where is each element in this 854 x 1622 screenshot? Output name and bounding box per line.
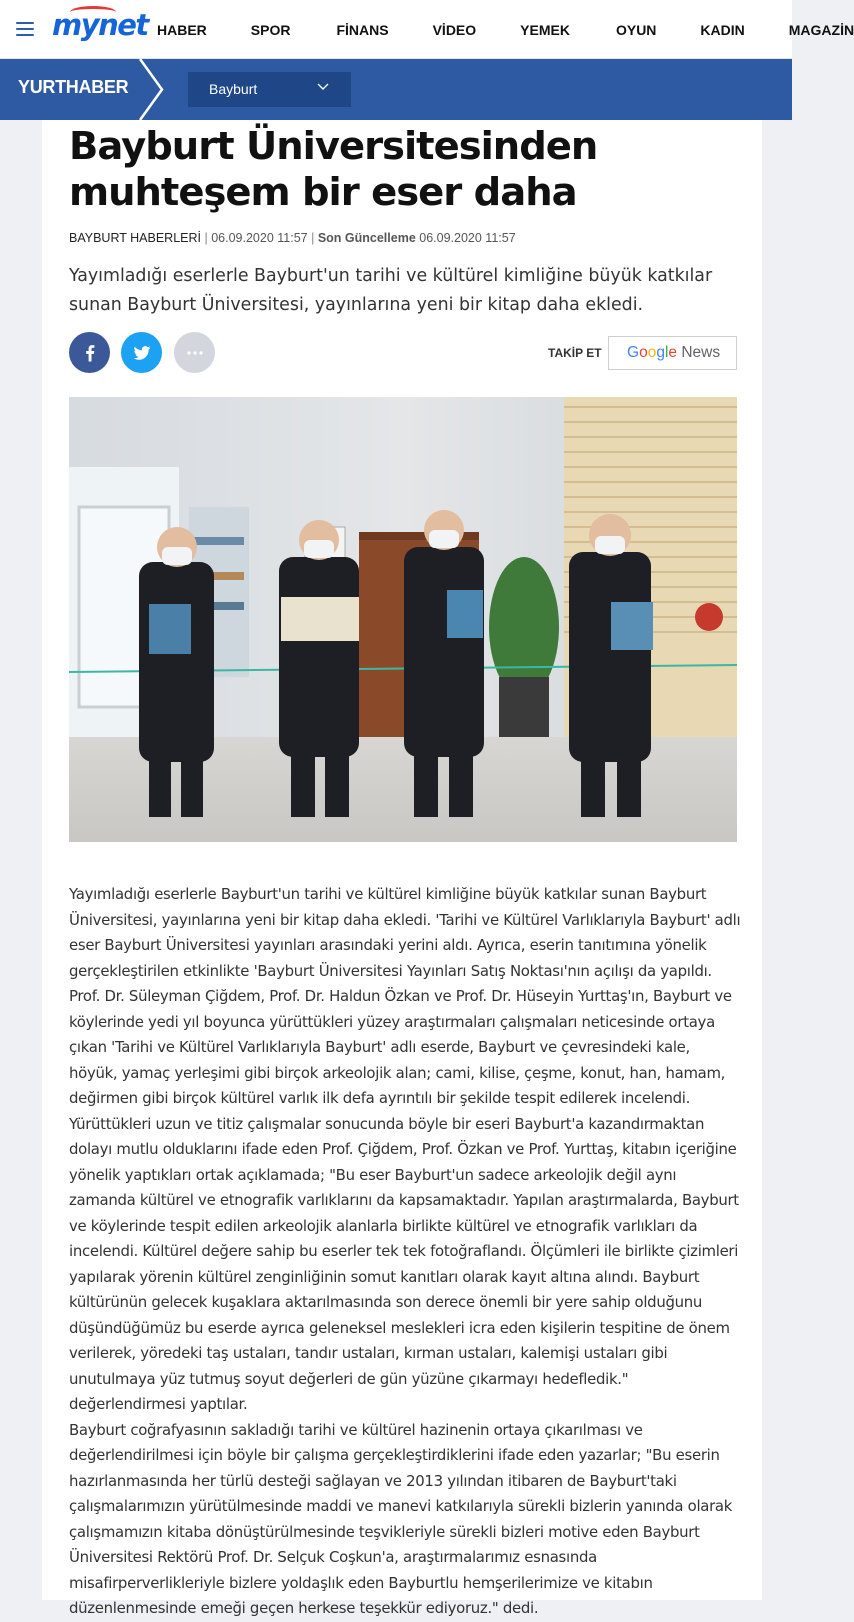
section-bar (0, 59, 792, 120)
top-navigation (0, 0, 854, 59)
article-photo (69, 397, 737, 842)
google-letter: o (647, 344, 657, 361)
more-dots-icon (187, 351, 203, 355)
nav-item-kadin[interactable]: KADIN (700, 21, 745, 38)
city-select[interactable] (188, 72, 351, 107)
twitter-icon (133, 346, 150, 360)
article-title: Bayburt Üniversitesinden muhteşem bir eser daha (69, 124, 598, 215)
article-paragraph: Bayburt coğrafyasının sakladığı tarihi ve kültürel hazinenin ortaya çıkarılması ve değerlendirilmesi için böyle bir çalışma gerçekleştirdiklerini ifade eden yazarlar; "Bu eserin hazırlanmasında her türlü desteği sağlayan ve 2013 yılından itibaren de Bayburt'taki çalışmalarımızın yürütülmesinde maddi ve manevi katkılarıyla sürekli bizlerin yanında olarak çalışmamızın kitaba dönüştürülmesinde teşvikleriyle sürekli bizleri motive eden Bayburt Üniversitesi Rektörü Prof. Dr. Selçuk Coşkun'a, araştırmalarımız esnasında misafirperverlikleriyle bizlere yoldaşlık eden Bayburtlu hemşerilerimize ve kitabın düzenlenmesinde emeği geçen herkese teşekkür ediyoruz." dedi. (69, 1420, 733, 1617)
nav-item-oyun[interactable]: OYUN (615, 21, 657, 38)
nav-item-video[interactable]: VİDEO (432, 21, 477, 38)
nav-item-magazin[interactable]: MAGAZİN (788, 21, 854, 38)
google-letter: o (639, 344, 648, 361)
section-chevron-icon (138, 59, 168, 120)
nav-item-spor[interactable]: SPOR (250, 21, 291, 38)
google-letter: e (668, 344, 678, 361)
article-spot: Yayımladığı eserlerle Bayburt'un tarihi ve kültürel kimliğine büyük katkılar sunan Bayburt Üniversitesi, yayınlarına yeni bir kitap daha ekledi. (69, 266, 713, 315)
google-letter: G (627, 344, 640, 361)
updated-date: 06.09.2020 11:57 (419, 231, 516, 245)
follow-label: TAKİP ET (548, 346, 602, 360)
article-paragraph: Yayımladığı eserlerle Bayburt'un tarihi ve kültürel kimliğine büyük katkılar sunan Bayburt Üniversitesi, yayınlarına yeni bir kitap daha ekledi. 'Tarihi ve Kültürel Varlıklarıyla Bayburt' adlı eser Bayburt Üniversitesi yayınları arasındaki yerini aldı. Ayrıca, eserin tanıtımına yönelik gerçekleştirilen etkinlikte 'Bayburt Üniversitesi Yayınları Satış Noktası'nın açılışı da yapıldı. Prof. Dr. Süleyman Çiğdem, Prof. Dr. Haldun Özkan ve Prof. Dr. Hüseyin Yurttaş'ın, Bayburt ve köylerinde yedi yıl boyunca yürüttükleri yüzey araştırmaları çalışmaları neticesinde ortaya çıkan 'Tarihi ve Kültürel Varlıklarıyla Bayburt' adlı eserde, Bayburt ve çevresindeki kale, höyük, yamaç yerleşimi gibi birçok arkeolojik alan; cami, kilise, çeşme, konut, han, hamam, değirmen gibi birçok kültürel varlık ilk defa ayrıntılı bir şekilde tespit edilerek incelendi. (69, 885, 741, 1107)
nav-item-haber[interactable]: HABER (157, 21, 207, 38)
chevron-down-icon (317, 81, 329, 93)
city-select-value: Bayburt (209, 81, 258, 97)
article-source[interactable]: BAYBURT HABERLERİ (69, 231, 201, 245)
hamburger-menu-icon[interactable] (16, 22, 34, 36)
facebook-share-button[interactable] (69, 332, 110, 373)
updated-label: Son Güncelleme (317, 231, 416, 245)
google-news-button[interactable] (608, 336, 737, 370)
photo-illustration (69, 397, 737, 842)
facebook-icon (85, 344, 95, 361)
article-paragraph: Yürüttükleri uzun ve titiz çalışmalar sonucunda böyle bir eseri Bayburt'a kazandırmaktan dolayı mutlu olduklarını ifade eden Prof. Çiğdem, Prof. Özkan ve Prof. Yurttaş, kitabın içeriğine yönelik yaptıkları ortak açıklamada; "Bu eser Bayburt'un sadece arkeolojik değil aynı zamanda kültürel ve etnografik varlıklarını da kapsamaktadır. Yapılan araştırmalarda, Bayburt ve köylerinde tespit edilen arkeolojik alanlarla birlikte kültürel ve etnografik varlıkları da incelendi. Kültürel değere sahip bu eserler tek tek fotoğraflandı. Ölçümleri ile birlikte çizimleri yapılarak yörenin kültürel zenginliğinin somut kanıtları olarak kayıt altına alındı. Bayburt kültürünün gelecek kuşaklara aktarılmasında son derece önemli bir yere sahip olduğunu düşündüğümüz bu eserde ayrıca geleneksel meslekleri icra eden kişilerin tespitine de önem verilerek, yöredeki taş ustaları, tandır ustaları, kırman ustaları, kalemişi ustaları gibi unutulmaya yüz tutmuş soyut değerleri de gün yüzüne çıkarmayı hedefledik." değerlendirmesi yaptılar. (69, 1114, 739, 1413)
google-letter: g (656, 344, 665, 361)
main-menu (157, 0, 854, 59)
article-date: 06.09.2020 11:57 (211, 231, 308, 245)
google-letter: l (664, 344, 669, 361)
article-body (69, 882, 741, 1622)
nav-item-finans[interactable]: FİNANS (336, 21, 389, 38)
more-share-button[interactable] (174, 332, 215, 373)
mynet-logo[interactable]: mynet (52, 8, 148, 42)
twitter-share-button[interactable] (121, 332, 162, 373)
google-news-label: News (681, 344, 721, 361)
section-title[interactable]: YURTHABER (18, 77, 129, 97)
nav-item-yemek[interactable]: YEMEK (520, 21, 570, 38)
article-meta: BAYBURT HABERLERİ | 06.09.2020 11:57 | Son Güncelleme 06.09.2020 11:57 (69, 231, 516, 245)
